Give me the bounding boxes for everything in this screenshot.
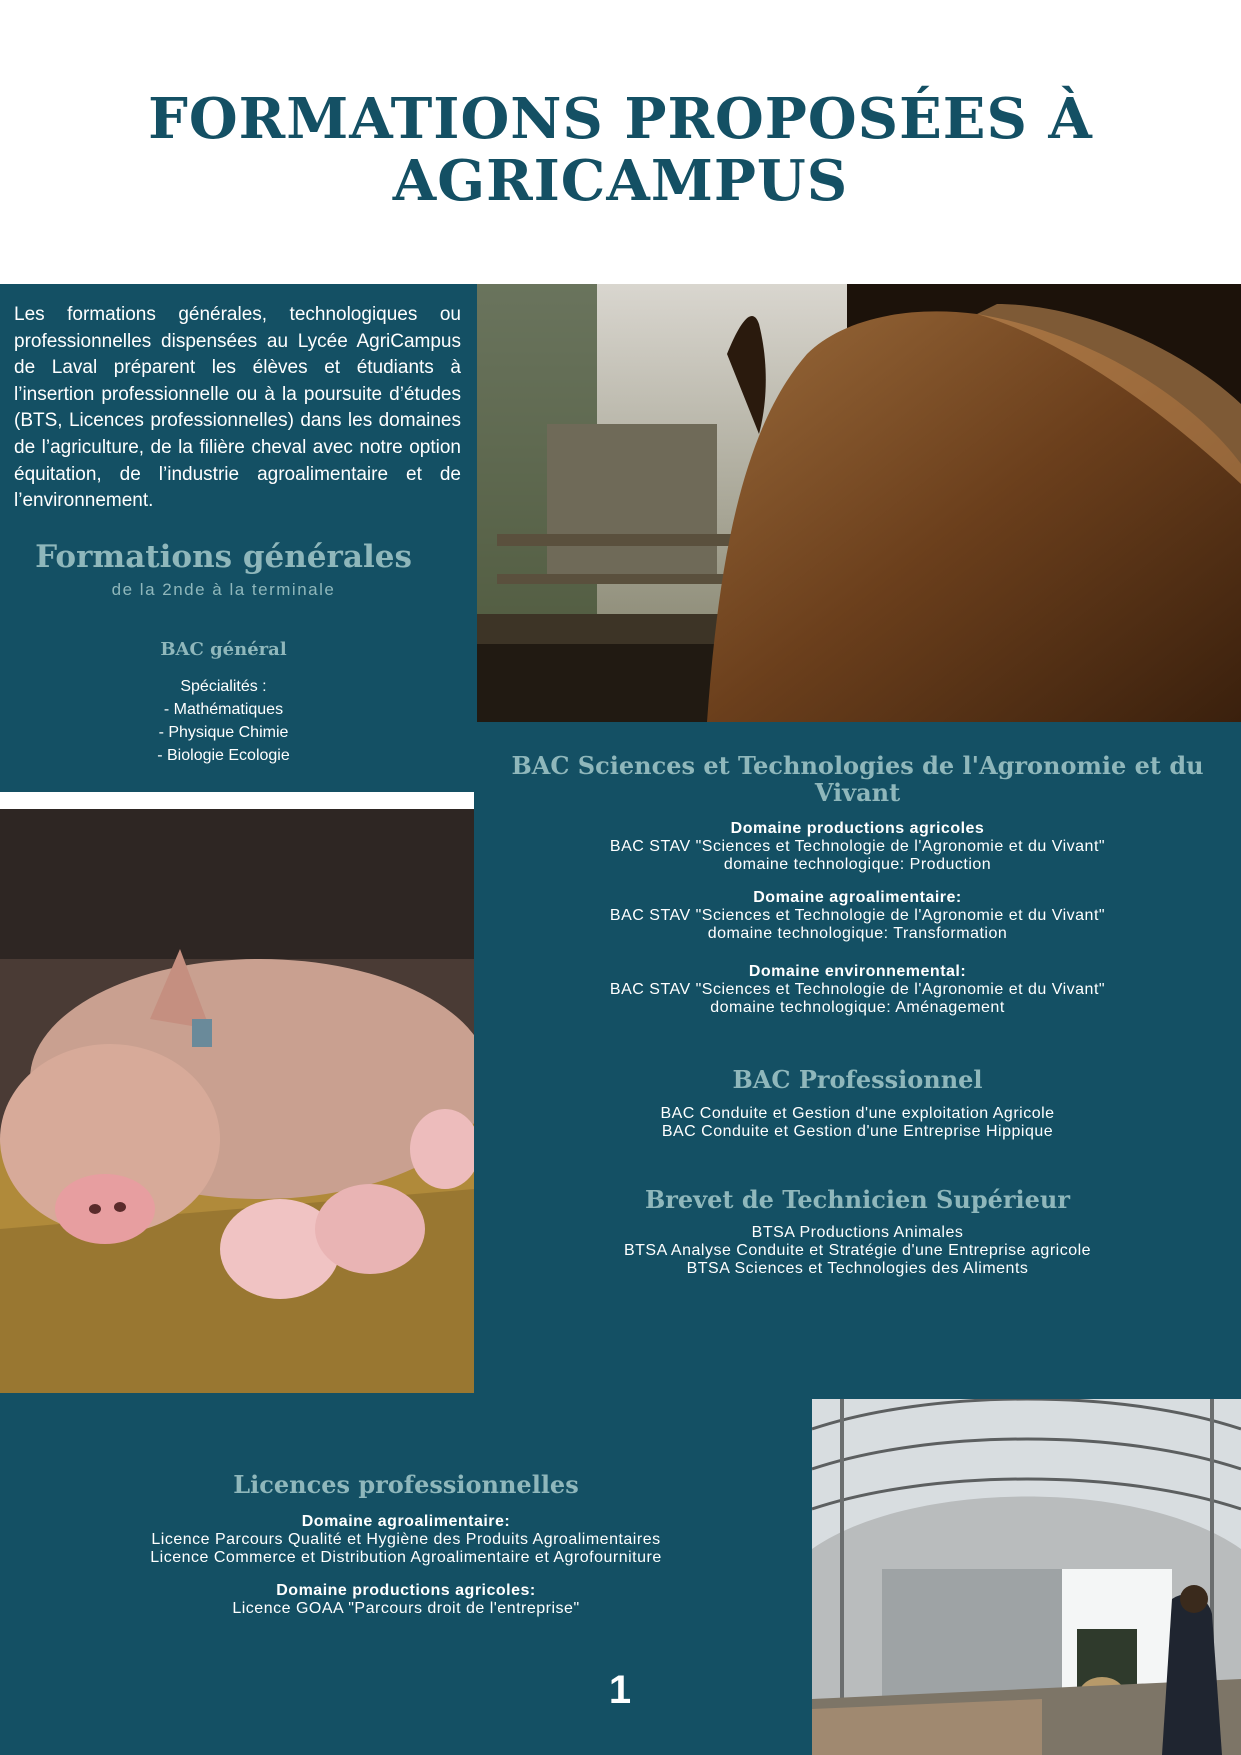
stav-domain-line: BAC STAV "Sciences et Technologie de l'Agronomie et du Vivant": [609, 907, 1106, 924]
bts-list: [474, 1224, 1241, 1278]
stav-domain-title: Domaine productions agricoles: [730, 820, 985, 837]
specialite-item: - Physique Chimie: [158, 724, 289, 741]
licences-domain-title: Domaine productions agricoles:: [276, 1582, 536, 1599]
specialite-item: - Mathématiques: [163, 701, 284, 718]
specialites-list: [0, 675, 447, 767]
bts-heading: Brevet de Technicien Supérieur: [644, 1185, 1071, 1214]
stav-domain-line: BAC STAV "Sciences et Technologie de l'Agronomie et du Vivant": [609, 981, 1106, 998]
stav-domain-production: [474, 820, 1241, 874]
licence-item: Licence Parcours Qualité et Hygiène des Produits Agroalimentaires: [151, 1531, 661, 1548]
intro-text: Les formations générales, technologiques ou professionnelles dispensées au Lycée AgriCampus de Laval préparent les élèves et étudiants à l’insertion professionnelle ou à la poursuite d’études (BTS, Licences professionnelles) dans les domaines de l’agriculture, de la filière cheval avec notre option équitation, de l’industrie agroalimentaire et de l’environnement.: [14, 304, 461, 512]
horse-photo: [477, 284, 1241, 722]
bts-item: BTSA Analyse Conduite et Stratégie d'une Entreprise agricole: [623, 1242, 1092, 1259]
bts-item: BTSA Productions Animales: [751, 1224, 964, 1241]
bac-pro-list: [474, 1105, 1241, 1141]
bac-pro-heading: BAC Professionnel: [732, 1065, 983, 1094]
stav-domain-title: Domaine environnemental:: [748, 963, 967, 980]
bac-general-heading: BAC général: [160, 639, 287, 660]
stav-domain-line: domaine technologique: Transformation: [707, 925, 1008, 942]
specialite-item: - Biologie Ecologie: [157, 747, 290, 764]
licence-item: Licence Commerce et Distribution Agroalimentaire et Agrofourniture: [150, 1549, 662, 1566]
stav-domain-agroalimentaire: [474, 889, 1241, 943]
pigs-photo: [0, 809, 474, 1393]
stav-domain-environnemental: [474, 963, 1241, 1017]
licences-domain-title: Domaine agroalimentaire:: [301, 1513, 511, 1530]
stav-domain-line: domaine technologique: Aménagement: [710, 999, 1005, 1016]
licences-prod: [0, 1582, 812, 1618]
bac-pro-item: BAC Conduite et Gestion d'une exploitation Agricole: [660, 1105, 1055, 1122]
licence-item: Licence GOAA "Parcours droit de l'entreprise": [232, 1600, 580, 1617]
licences-agro: [0, 1513, 812, 1567]
formations-generales-heading: Formations générales: [35, 539, 412, 575]
page-title: [0, 88, 1241, 212]
specialites-label: Spécialités :: [180, 678, 267, 695]
bac-stav-heading: BAC Sciences et Technologies de l'Agronomie et du Vivant: [511, 751, 1204, 807]
stav-domain-line: BAC STAV "Sciences et Technologie de l'Agronomie et du Vivant": [609, 838, 1106, 855]
page-title-line-2: AGRICAMPUS: [392, 148, 849, 214]
page-title-line-1: FORMATIONS PROPOSÉES À: [148, 86, 1093, 152]
formations-generales-subheading: de la 2nde à la terminale: [111, 580, 336, 599]
stav-domain-line: domaine technologique: Production: [723, 856, 992, 873]
barn-photo: [812, 1399, 1241, 1755]
bts-item: BTSA Sciences et Technologies des Aliments: [686, 1260, 1029, 1277]
page-number: 1: [608, 1668, 632, 1712]
stav-domain-title: Domaine agroalimentaire:: [753, 889, 962, 906]
bac-pro-item: BAC Conduite et Gestion d'une Entreprise Hippique: [661, 1123, 1054, 1140]
licences-heading: Licences professionnelles: [233, 1470, 579, 1499]
